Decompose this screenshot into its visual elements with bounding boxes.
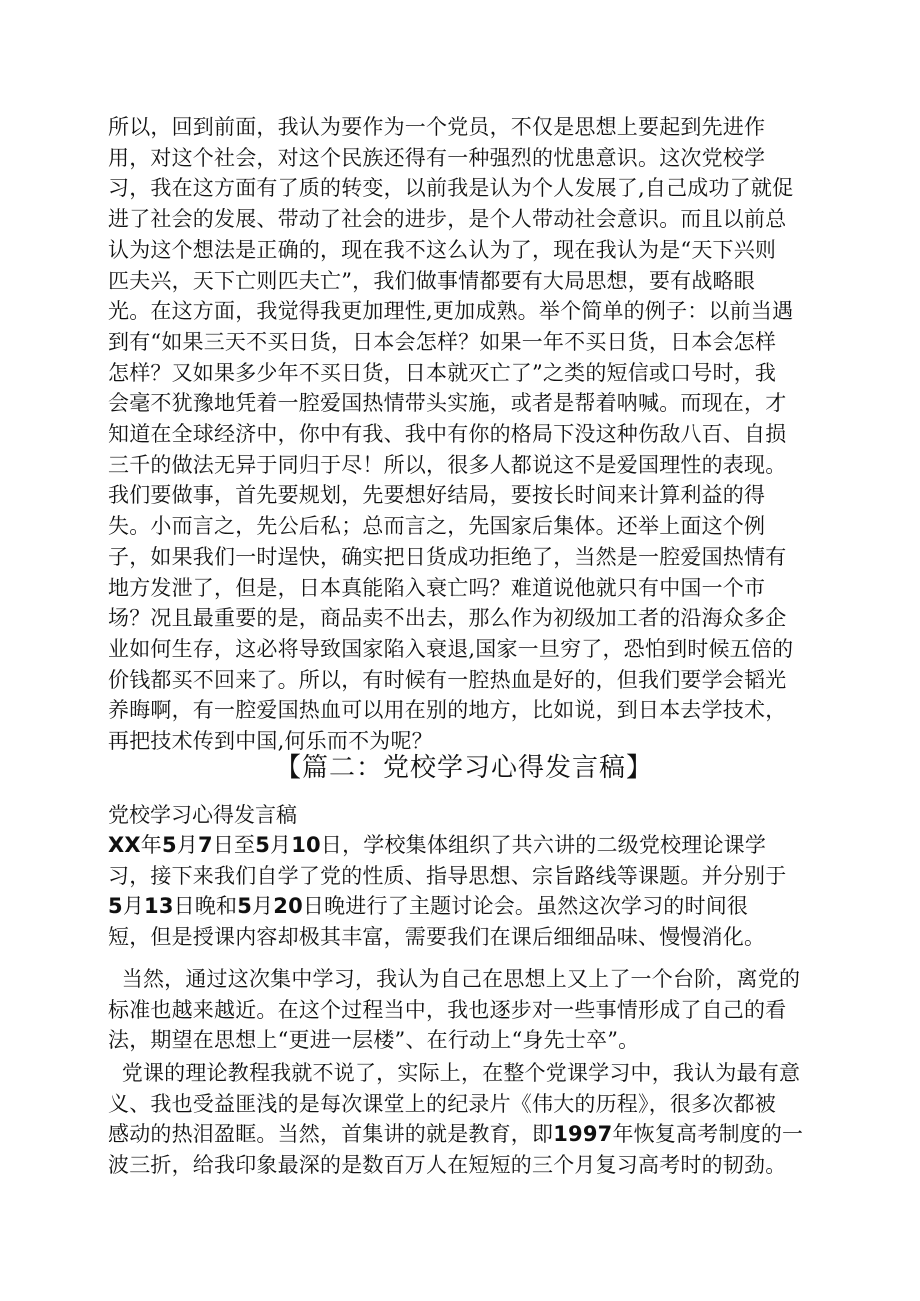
paragraph-4 <box>108 1058 820 1181</box>
text-line: 三千的做法无异于同归于尽！所以，很多人都说这不是爱国理性的表现。 <box>108 452 787 477</box>
text-line <box>108 830 820 861</box>
number-text: 1997 <box>553 1122 613 1147</box>
text-run: 日至 <box>212 833 256 857</box>
text-line: 所以，回到前面，我认为要作为一个党员，不仅是思想上要起到先进作 <box>108 115 766 139</box>
text-run: 年恢复高考制度的一 <box>612 1122 804 1147</box>
text-run: 年 <box>140 833 162 857</box>
number-text: 20 <box>273 894 303 919</box>
text-line: 光。在这方面，我觉得我更加理性,更加成熟。举个简单的例子：以前当遇 <box>108 299 794 324</box>
number-text: 5 <box>237 894 253 919</box>
text-line: 养晦啊，有一腔爱国热血可以用在别的地方，比如说，到日本去学技术， <box>108 698 787 723</box>
text-line: 义、我也受益匪浅的是每次课堂上的纪录片《伟大的历程》，很多次都被 <box>108 1091 776 1116</box>
text-line: 子，如果我们一时逞快，确实把日货成功拒绝了，当然是一腔爱国热情有 <box>108 544 787 569</box>
text-line: 失。小而言之，先公后私；总而言之，先国家后集体。还举上面这个例 <box>108 514 766 539</box>
text-line <box>108 1119 820 1150</box>
text-line: 认为这个想法是正确的，现在我不这么认为了，现在我认为是“天下兴则 <box>108 237 777 262</box>
text-line: 波三折，给我印象最深的是数百万人在短短的三个月复习高考时的韧劲。 <box>108 1153 787 1178</box>
text-line: 再把技术传到中国,何乐而不为呢？ <box>108 729 433 754</box>
text-run: 感动的热泪盈眶。当然，首集讲的就是教育，即 <box>108 1122 554 1147</box>
text-line: 会毫不犹豫地凭着一腔爱国热情带头实施，或者是帮着呐喊。而现在，才 <box>108 391 787 416</box>
text-line <box>108 891 820 922</box>
text-line: 到有“如果三天不买日货，日本会怎样？如果一年不买日货，日本会怎样 <box>108 329 777 354</box>
number-text: 5 <box>162 833 177 857</box>
section-heading: 【篇二：党校学习心得发言稿】 <box>274 753 653 783</box>
number-text: 7 <box>198 833 213 857</box>
text-run: 月 <box>176 833 199 857</box>
text-line: 习，我在这方面有了质的转变，以前我是认为个人发展了,自己成功了就促 <box>108 176 794 201</box>
text-line: 业如何生存，这必将导致国家陷入衰退,国家一旦穷了，恐怕到时候五倍的 <box>108 636 794 661</box>
text-line: 匹夫兴，天下亡则匹夫亡”，我们做事情都要有大局思想，要有战略眼 <box>108 268 755 293</box>
text-line: 当然，通过这次集中学习，我认为自己在思想上又上了一个台阶，离党的 <box>108 967 801 991</box>
text-line: 进了社会的发展、带动了社会的进步，是个人带动社会意识。而且以前总 <box>108 207 787 232</box>
paragraph-3 <box>108 964 820 1056</box>
text-line: 我们要做事，首先要规划，先要想好结局，要按长时间来计算利益的得 <box>108 483 766 508</box>
text-line: 法，期望在思想上“更进一层楼”、在行动上“身先士卒”。 <box>108 1028 640 1053</box>
text-line: 知道在全球经济中，你中有我、我中有你的格局下没这种伤敌八百、自损 <box>108 422 787 447</box>
text-line: 标准也越来越近。在这个过程当中，我也逐步对一些事情形成了自己的看 <box>108 997 787 1022</box>
number-text: 5 <box>108 894 123 919</box>
paragraph-2 <box>108 830 820 953</box>
text-run: 月 <box>122 894 145 919</box>
text-line: 场？况且最重要的是，商品卖不出去，那么作为初级加工者的沿海众多企 <box>108 606 787 631</box>
paragraph-1 <box>108 112 820 757</box>
text-line: 地方发泄了，但是，日本真能陷入衰亡吗？难道说他就只有中国一个市 <box>108 575 766 600</box>
text-line: 怎样？又如果多少年不买日货，日本就灭亡了”之类的短信或口号时，我 <box>108 360 777 385</box>
section-subtitle: 党校学习心得发言稿 <box>108 803 297 827</box>
text-run: 日，学校集体组织了共六讲的二级党校理论课学 <box>320 833 767 857</box>
text-line: 习，接下来我们自学了党的性质、指导思想、宗旨路线等课题。并分别于 <box>108 863 787 888</box>
text-run: 日晚和 <box>173 894 238 919</box>
year-text: XX <box>108 833 141 857</box>
text-line: 用，对这个社会，对这个民族还得有一种强烈的忧患意识。这次党校学 <box>108 145 766 170</box>
text-run: 日晚进行了主题讨论会。虽然这次学习的时间很 <box>302 894 749 919</box>
text-line: 党课的理论教程我就不说了，实际上，在整个党课学习中，我认为最有意 <box>108 1061 801 1085</box>
number-text: 10 <box>291 833 321 857</box>
text-run: 月 <box>252 894 274 919</box>
text-run: 月 <box>270 833 292 857</box>
number-text: 5 <box>255 833 271 857</box>
text-line: 价钱都买不回来了。所以，有时候有一腔热血是好的，但我们要学会韬光 <box>108 667 787 692</box>
text-line: 短，但是授课内容却极其丰富，需要我们在课后细细品味、慢慢消化。 <box>108 925 766 950</box>
number-text: 13 <box>144 894 174 919</box>
